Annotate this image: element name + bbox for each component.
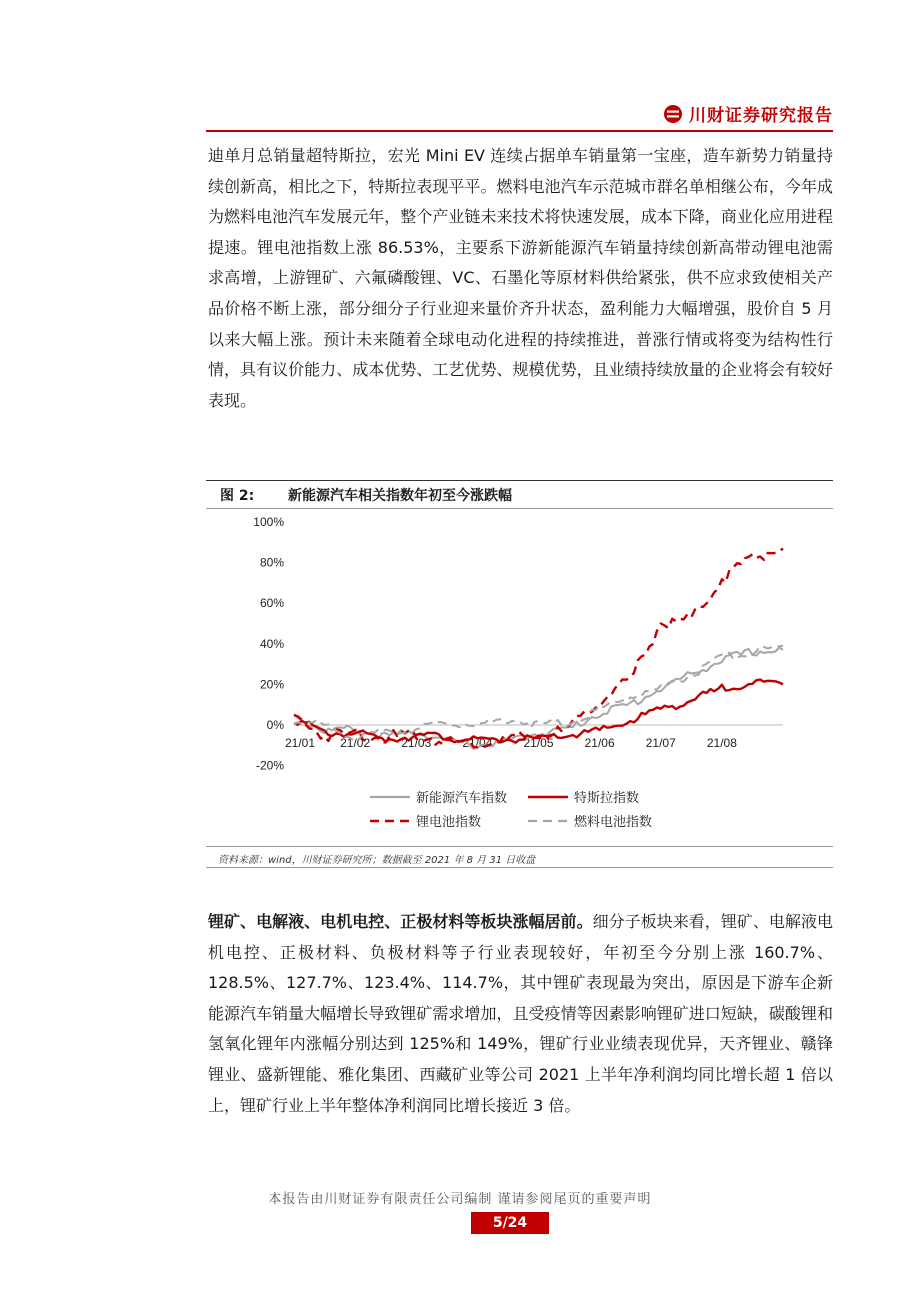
y-tick-label: -20% <box>255 758 284 773</box>
figure-number: 图 2: <box>220 488 255 504</box>
page-header <box>206 96 833 132</box>
y-tick-label: 60% <box>259 596 284 611</box>
figure-title-bar <box>206 480 833 509</box>
x-tick-label: 21/03 <box>401 736 432 750</box>
y-tick-label: 20% <box>259 677 284 692</box>
y-tick-label: 100% <box>253 515 284 529</box>
x-tick-label: 21/08 <box>706 736 737 750</box>
paragraph-body: 细分子板块来看，锂矿、电解液电机电控、正极材料、负极材料等子行业表现较好，年初至今分别上涨 160.7%、128.5%、127.7%、123.4%、114.7%，其中锂矿表现最为突出，原因是下游车企新能源汽车销量大幅增长导致锂矿需求增加，且受疫情等因素影响锂矿进口短缺，碳酸锂和氢氧化锂年内涨幅分别达到 125%和 149%，锂矿行业业绩表现优异，天齐锂业、赣锋锂业、盛新锂能、雅化集团、西藏矿业等公司 2021 上半年净利润均同比增长超 1 倍以上，锂矿行业上半年整体净利润同比增长接近 3 倍。 <box>208 912 833 1115</box>
x-tick-label: 21/06 <box>584 736 615 750</box>
x-tick-label: 21/01 <box>284 736 316 750</box>
x-tick-label: 21/07 <box>645 736 676 750</box>
legend-label: 新能源汽车指数 <box>416 791 508 806</box>
y-tick-label: 80% <box>259 555 284 570</box>
brand-name: 川财证券研究报告 <box>689 106 833 126</box>
x-tick-label: 21/02 <box>340 736 371 750</box>
intro-paragraph: 迪单月总销量超特斯拉，宏光 Mini EV 连续占据单车销量第一宝座，造车新势力销量持续创新高，相比之下，特斯拉表现平平。燃料电池汽车示范城市群名单相继公布，今年成为燃料电池汽车发展元年，整个产业链未来技术将快速发展，成本下降，商业化应用进程提速。锂电池指数上涨 86.53%，主要系下游新能源汽车销量持续创新高带动锂电池需求高增，上游锂矿、六氟磷酸锂、VC、石墨化等原材料供给紧张，供不应求致使相关产品价格不断上涨，部分细分子行业迎来量价齐升状态，盈利能力大幅增强，股价自 5 月以来大幅上涨。预计未来随着全球电动化进程的持续推进，普涨行情或将变为结构性行情，具有议价能力、成本优势、工艺优势、规模优势，且业绩持续放量的企业将会有较好表现。 <box>208 146 833 410</box>
section-paragraph <box>208 907 833 1121</box>
legend-label: 特斯拉指数 <box>574 791 640 806</box>
legend <box>370 790 652 830</box>
x-tick-label: 21/04 <box>462 736 493 750</box>
legend-label: 燃料电池指数 <box>574 815 653 830</box>
brand-logo-icon <box>663 104 683 124</box>
legend-label: 锂电池指数 <box>416 815 482 830</box>
series-group <box>294 548 783 749</box>
y-tick-label: 40% <box>259 636 284 651</box>
footer-disclaimer: 本报告由川财证券有限责任公司编制 谨请参阅尾页的重要声明 <box>268 1192 652 1207</box>
series-line <box>294 680 783 743</box>
y-axis <box>253 515 783 773</box>
series-line <box>294 646 783 741</box>
paragraph-lead: 锂矿、电解液、电机电控、正极材料等板块涨幅居前。 <box>208 912 593 931</box>
figure-title: 新能源汽车相关指数年初至今涨跌幅 <box>288 488 512 504</box>
brand <box>663 101 833 126</box>
y-tick-label: 0% <box>266 718 284 732</box>
series-line <box>294 548 783 747</box>
figure-source: 资料来源：wind，川财证券研究所；数据截至 2021 年 8 月 31 日收盘 <box>206 846 833 868</box>
line-chart <box>206 508 833 844</box>
x-tick-label: 21/05 <box>523 736 554 750</box>
page-number: 5/24 <box>471 1212 549 1234</box>
